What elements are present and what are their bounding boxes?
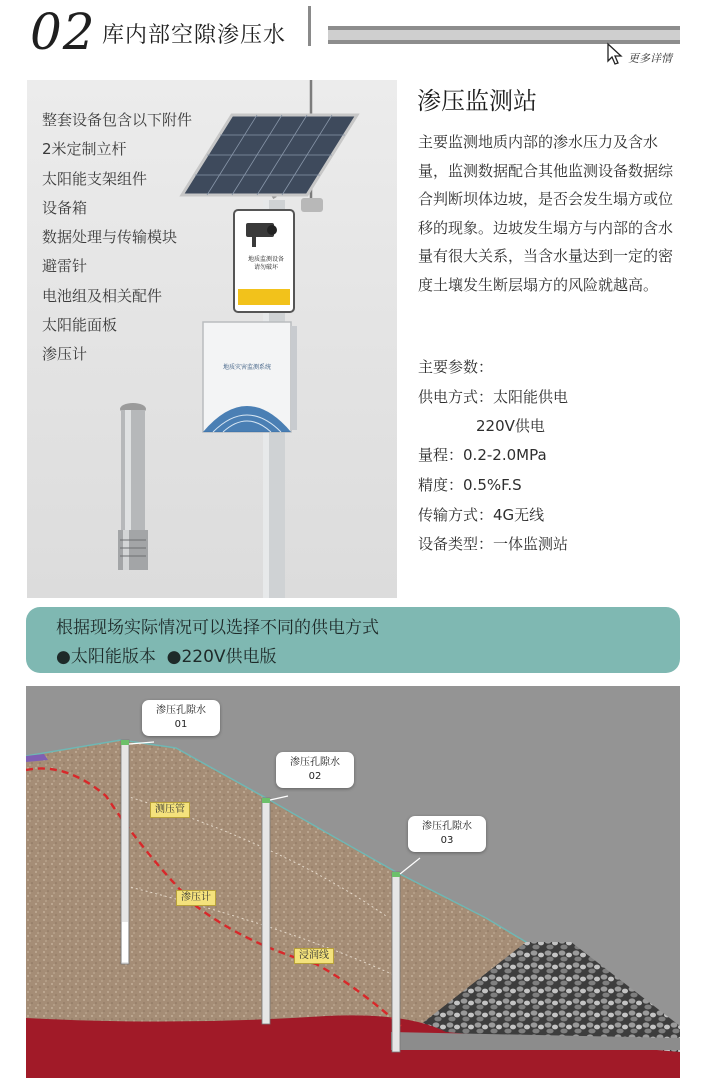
param-row (418, 470, 522, 500)
param-value: 0.5%F.S (463, 476, 522, 494)
param-row (418, 382, 568, 412)
accessory-item: 整套设备包含以下附件 (42, 111, 193, 129)
piezometer-diagram (26, 686, 680, 1078)
well-number: 02 (308, 771, 322, 782)
sign-line-1: 地质监测设备 (247, 256, 284, 263)
param-label: 传输方式： (418, 506, 494, 524)
banner-line-1: 根据现场实际情况可以选择不同的供电方式 (56, 618, 379, 638)
param-value: 4G无线 (493, 506, 545, 524)
accessory-item: 电池组及相关配件 (42, 286, 163, 305)
accessory-list (42, 106, 192, 370)
param-value: 220V供电 (476, 417, 545, 435)
section-number: 02 (30, 3, 96, 61)
param-value: 0.2-2.0MPa (463, 446, 547, 464)
param-label: 设备类型： (418, 535, 494, 553)
cursor-icon (606, 42, 624, 66)
sign-line-2: 请勿破坏 (253, 264, 278, 271)
param-label: 量程： (418, 446, 464, 464)
well-03 (392, 872, 400, 1052)
well-number: 03 (440, 835, 454, 846)
section-title: 库内部空隙渗压水 (102, 23, 287, 48)
well-title: 渗压孔隙水 (290, 757, 340, 768)
station-description: 主要监测地质内部的渗水压力及含水量，监测数据配合其他监测设备数据综合判断坝体边坡，是否会发生塌方或位移的现象。边坡发生塌方与内部的含水量有很大关系，当含水量达到一定的密度土壤发生断层塌方的风险就越高。 (418, 133, 674, 294)
slope-cross-section (26, 686, 680, 1078)
param-label: 供电方式： (418, 388, 494, 406)
accessory-item: 数据处理与传输模块 (42, 228, 178, 247)
banner-line-2: ●太阳能版本 ●220V供电版 (56, 647, 277, 667)
box-label: 地质灾害监测系统 (222, 364, 271, 371)
well-number: 01 (174, 719, 188, 730)
accessory-item: 太阳能面板 (42, 316, 118, 335)
params-title: 主要参数： (418, 358, 494, 376)
param-row (418, 529, 568, 559)
sensor-label: 渗压计 (176, 890, 216, 906)
param-row (476, 411, 545, 441)
accessory-item: 2米定制立杆 (42, 140, 127, 159)
well-callout-03 (408, 816, 486, 852)
sign-text (241, 256, 291, 272)
well-title: 渗压孔隙水 (422, 821, 472, 832)
accessory-item: 渗压计 (42, 345, 88, 364)
well-callout-02 (276, 752, 354, 788)
well-callout-01 (142, 700, 220, 736)
header-bar-inner (328, 30, 680, 40)
well-02 (262, 798, 270, 1024)
station-title: 渗压监测站 (417, 87, 537, 115)
header-divider (308, 6, 311, 46)
well-title: 渗压孔隙水 (156, 705, 206, 716)
accessory-item: 太阳能支架组件 (42, 169, 148, 188)
param-label: 精度： (418, 476, 464, 494)
well-01 (121, 740, 129, 964)
param-value: 一体监测站 (493, 535, 569, 553)
seepage-line-label: 浸润线 (294, 948, 334, 964)
more-details-link[interactable]: 更多详情 (628, 52, 672, 65)
param-value: 太阳能供电 (493, 388, 569, 406)
accessory-item: 避雷针 (42, 257, 88, 276)
accessory-item: 设备箱 (42, 198, 88, 217)
param-row (418, 440, 547, 470)
tube-label: 测压管 (150, 802, 190, 818)
param-row (418, 500, 544, 530)
